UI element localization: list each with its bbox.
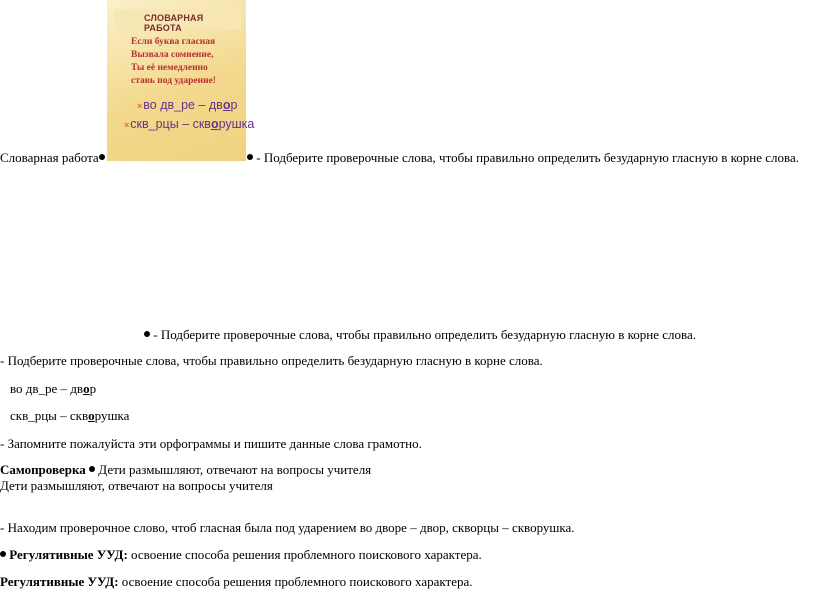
line-find-check-word: - Находим проверочное слово, чтоб гласная была под ударением во дворе – двор, скворцы – скворушка. <box>0 520 575 535</box>
line-selfcheck: Самопроверка Дети размышляют, отвечают на вопросы учителя <box>0 462 372 477</box>
slide-poem <box>131 36 216 88</box>
poem-line: Вызвала сомнение, <box>131 50 214 60</box>
vocab-label: Словарная работа <box>0 150 99 165</box>
example-1: во дв_ре – двор <box>10 381 97 396</box>
selfcheck-label: Самопроверка <box>0 462 86 477</box>
slide-title: СЛОВАРНАЯ РАБОТА <box>115 9 241 29</box>
line-selfcheck-repeat: Дети размышляют, отвечают на вопросы учителя <box>0 478 273 493</box>
poem-line: Если буква гласная <box>131 37 216 47</box>
example-2: скв_рцы – скворушка <box>10 408 130 423</box>
slide-example-1: ×во дв_ре – двор <box>137 98 238 112</box>
slide-example-2: ×скв_рцы – скворушка <box>124 117 255 131</box>
bullet-icon: × <box>137 101 143 111</box>
line-remember: - Запомните пожалуйста эти орфограммы и пишите данные слова грамотно. <box>0 436 422 451</box>
bullet-icon <box>99 154 105 160</box>
line-instruction-1: - Подберите проверочные слова, чтобы правильно определить безударную гласную в корне слова. <box>247 150 799 166</box>
bullet-icon: × <box>124 120 130 130</box>
poem-line: Ты её немедленно <box>131 63 208 73</box>
slide-image <box>107 0 255 161</box>
line-vocab-work <box>0 150 105 166</box>
line-uud: Регулятивные УУД: освоение способа решения проблемного поискового характера. <box>0 574 473 589</box>
line-instruction-2: - Подберите проверочные слова, чтобы правильно определить безударную гласную в корне слова. <box>144 327 696 343</box>
bullet-icon <box>0 551 6 557</box>
uud-label: Регулятивные УУД: <box>9 547 128 562</box>
line-instruction-3: - Подберите проверочные слова, чтобы правильно определить безударную гласную в корне слова. <box>0 353 543 368</box>
line-uud-bullet: Регулятивные УУД: освоение способа решения проблемного поискового характера. <box>0 547 482 563</box>
poem-line: ставь под ударение! <box>131 76 216 86</box>
uud-label: Регулятивные УУД: <box>0 574 119 589</box>
